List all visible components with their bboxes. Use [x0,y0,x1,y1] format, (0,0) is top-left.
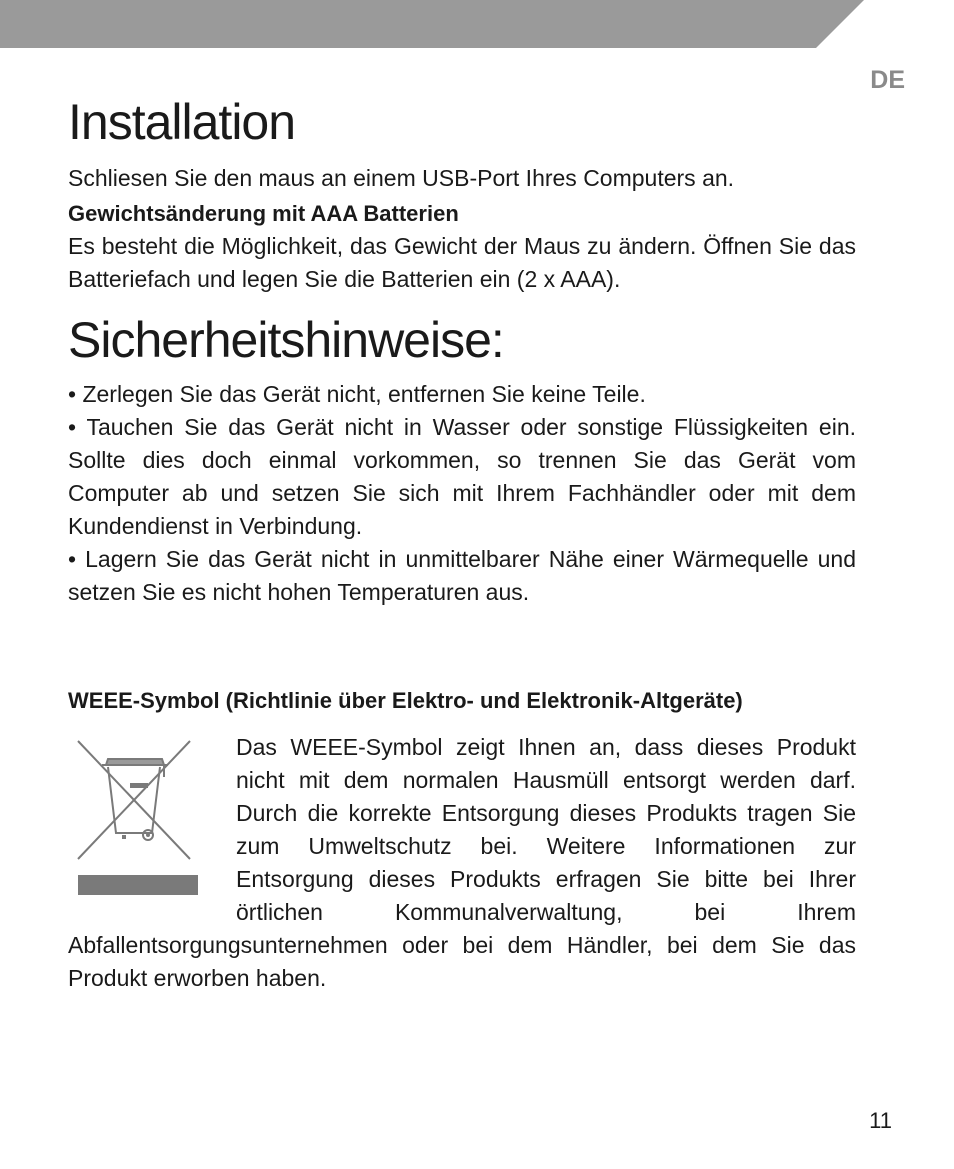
battery-paragraph: Es besteht die Möglichkeit, das Gewicht der Maus zu ändern. Öffnen Sie das Batteriefach und legen Sie die Batterien ein (2 x AAA). [68,233,856,292]
header-bar [0,0,864,48]
safety-item: • Zerlegen Sie das Gerät nicht, entfernen Sie keine Teile. [68,381,646,407]
weee-section [68,731,856,995]
page-content [68,92,856,995]
safety-item: • Lagern Sie das Gerät nicht in unmittelbarer Nähe einer Wärmequelle und setzen Sie es nicht hohen Temperaturen aus. [68,546,856,605]
weee-heading: WEEE-Symbol (Richtlinie über Elektro- und Elektronik-Altgeräte) [68,688,743,713]
safety-item: • Tauchen Sie das Gerät nicht in Wasser oder sonstige Flüssigkeiten ein. Sollte dies doch einmal vorkommen, so trennen Sie das Gerät vom Computer ab und setzen Sie sich mit Ihrem Fachhändler oder mit dem Kundendienst in Verbindung. [68,414,856,539]
crossed-out-wheelie-bin-icon [68,735,200,905]
safety-title: Sicherheitshinweise: [68,312,504,368]
battery-subheading: Gewichtsänderung mit AAA Batterien [68,201,459,226]
installation-title: Installation [68,94,296,150]
page-number: 11 [869,1108,892,1133]
safety-list [68,378,856,609]
weee-paragraph: Das WEEE-Symbol zeigt Ihnen an, dass dieses Produkt nicht mit dem normalen Hausmüll entsorgt werden darf. Durch die korrekte Entsorgung dieses Produkts tragen Sie zum Umweltschutz bei. Weitere Informationen zur Entsorgung dieses Produkts erfragen Sie bitte bei Ihrer örtlichen Kommunalverwaltung, bei Ihrem Abfallentsorgungsunternehmen oder bei dem Händler, bei dem Sie das Produkt erworben haben. [68,734,856,991]
installation-intro: Schliesen Sie den maus an einem USB-Port Ihres Computers an. [68,165,735,191]
language-tag: DE [870,66,905,94]
